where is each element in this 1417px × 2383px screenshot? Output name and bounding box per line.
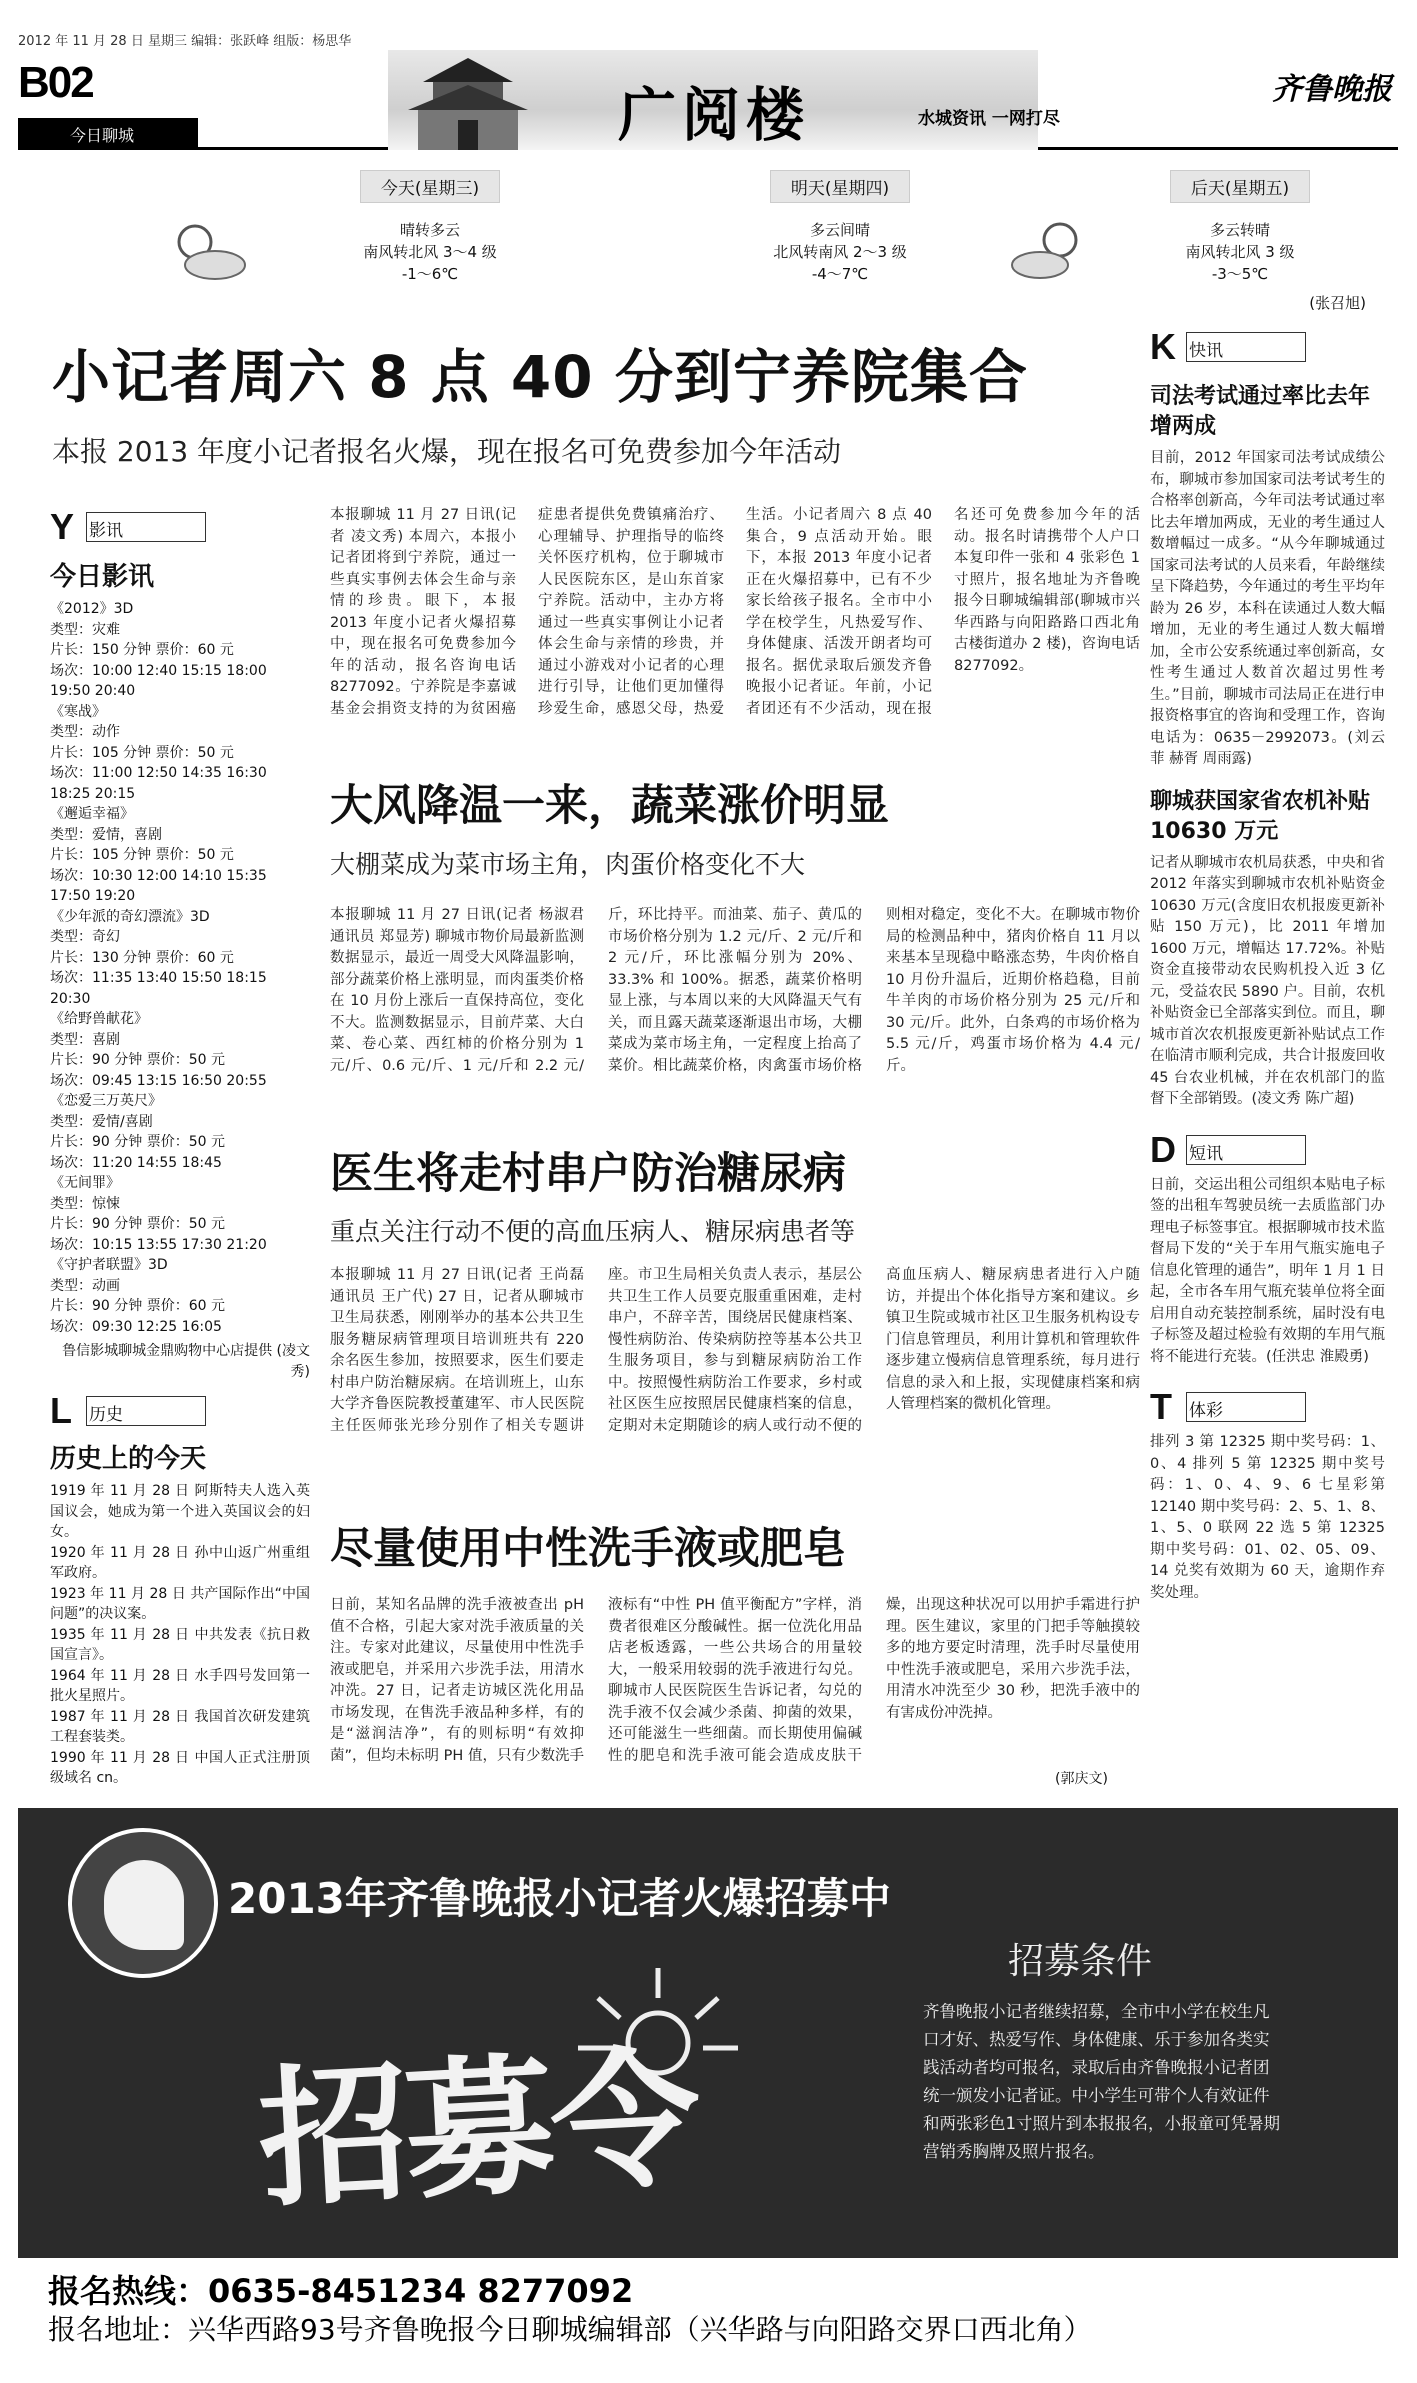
movie-line: 《恋爱三万英尺》 <box>50 1093 162 1109</box>
movie-line: 片长：90 分钟 票价：50 元 <box>50 1216 225 1232</box>
ad-title: 2013年齐鲁晚报小记者火爆招募中 <box>228 1874 891 1923</box>
history-entry: 1919 年 11 月 28 日 阿斯特夫人选入英国议会，她成为第一个进入英国议会的妇女。 <box>50 1483 310 1540</box>
story-doctor-body: 本报聊城 11 月 27 日讯(记者 王尚磊 通讯员 王广代) 27 日，记者从聊城市卫生局获悉，刚刚举办的基本公共卫生服务糖尿病管理项目培训班共有 220 余名医生参加，按照要求，医生们要走村串户防治糖尿病。在培训班上，山东大学齐鲁医院教授董建军、市人民医院主任医师张光珍分别作了相关专题讲座。市卫生局相关负责人表示，基层公共卫生工作人员要克服重重困难，走村串户，不辞辛苦，围绕居民健康档案、慢性病防治、传染病防控等基本公共卫生服务项目，参与到糖尿病防治工作中。按照慢性病防治工作要求，乡村或社区医生应按照居民健康档案的信息，定期对未定期随诊的病人或行动不便的高血压病人、糖尿病患者进行入户随访，并提出个体化指导方案和建议。乡镇卫生院或城市社区卫生服务机构设专门信息管理员，利用计算机和管理软件逐步建立慢病信息管理系统，每月进行信息的录入和上报，实现健康档案和病人管理档案的微机化管理。 <box>330 1267 1140 1434</box>
weather-day-label: 明天(星期四) <box>770 170 910 203</box>
story-doctor-subheadline: 重点关注行动不便的高血压病人、糖尿病患者等 <box>330 1217 856 1246</box>
weather-desc: 多云间晴 <box>809 221 870 239</box>
movie-line: 场次：11:20 14:55 18:45 <box>50 1154 222 1171</box>
ticai-body: 排列 3 第 12325 期中奖号码：1、0、4 排列 5 第 12325 期中奖号码：1、0、4、9、6 七星彩第 12140 期中奖号码：2、5、1、8、1、5、0 联网 22 选 5 第 12325 期中奖号码：01、02、05、09、14 兑奖有效期为 60 天，逾期作弃奖处理。 <box>1150 1434 1385 1601</box>
weather-credit: (张召旭) <box>1309 294 1366 312</box>
weather-tomorrow <box>710 170 970 285</box>
ad-address: 报名地址：兴华西路93号齐鲁晚报今日聊城编辑部（兴华路与向阳路交界口西北角） <box>48 2313 1092 2346</box>
bird-icon <box>104 1860 184 1950</box>
movie-line: 《无间罪》 <box>50 1175 120 1191</box>
story-soap-credit: (郭庆文) <box>1055 1771 1108 1787</box>
story-soap-headline: 尽量使用中性洗手液或肥皂 <box>330 1524 846 1574</box>
weather-wind: 南风转北风 3 级 <box>1185 243 1295 261</box>
movie-line: 场次：11:35 13:40 15:50 18:15 20:30 <box>50 970 267 1007</box>
movie-list <box>50 599 310 1337</box>
movie-line: 场次：09:30 12:25 16:05 <box>50 1318 222 1335</box>
movie-line: 片长：90 分钟 票价：60 元 <box>50 1298 225 1314</box>
sun-cloud-icon <box>160 210 250 290</box>
kuaixun-body-1: 目前，2012 年国家司法考试成绩公布，聊城市参加国家司法考试考生的合格率创新高，今年司法考试通过率比去年增加两成，无业的考生通过人数增幅过一成多。“从今年聊城通过国家司法考试的人员来看，年龄继续呈下降趋势，今年通过的考生平均年龄为 26 岁，本科在读通过人数大幅增加，无业的考生通过人数大幅增加，全市公安系统通过率创新高，女性考生通过人数首次超过男性考生。”目前，聊城市司法局正在进行申报资格事宜的咨询和受理工作，咨询电话为：0635－2992073。(刘云菲 赫胥 周雨露) <box>1150 450 1385 767</box>
story-wind-body: 本报聊城 11 月 27 日讯(记者 杨淑君 通讯员 郑显芳) 聊城市物价局最新监测数据显示，最近一周受大风降温影响，部分蔬菜价格上涨明显，而肉蛋类价格在 10 月份上涨后一直保持高位，变化不大。监测数据显示，目前芹菜、大白菜、卷心菜、西红柿的价格分别为 1 元/斤、0.6 元/斤、1 元/斤和 2.2 元/斤，环比持平。而油菜、茄子、黄瓜的市场价格分别为 1.2 元/斤、2 元/斤和 2 元/斤，环比涨幅分别为 20%、33.3% 和 100%。据悉，蔬菜价格明显上涨，与本周以来的大风降温天气有关，而且露天蔬菜逐渐退出市场，大棚菜成为菜市场主角，一定程度上抬高了菜价。相比蔬菜价格，肉禽蛋市场价格则相对稳定，变化不大。在聊城市物价局的检测品种中，猪肉价格自 11 月以来基本呈现稳中略涨态势，牛肉价格自 10 月份升温后，近期价格趋稳，目前牛羊肉的市场价格分别为 25 元/斤和 30 元/斤。此外，白条鸡的市场价格为 5.5 元/斤，鸡蛋市场价格为 4.4 元/斤。 <box>330 907 1140 1074</box>
lead-body: 本报聊城 11 月 27 日讯(记者 凌文秀) 本周六，本报小记者团将到宁养院，通过一些真实事例去体会生命与亲情的珍贵。眼下，本报 2013 年度小记者火爆招募中，现在报名可免费参加今年的活动，报名咨询电话 8277092。宁养院是李嘉诚基金会捐资支持的为贫困癌症患者提供免费镇痛治疗、心理辅导、护理指导的临终关怀医疗机构，位于聊城市人民医院东区，是山东首家宁养院。活动中，主办方将通过一些真实事例让小记者体会生命与亲情的珍贵，并通过小游戏对小记者的心理进行引导，让他们更加懂得珍爱生命，感恩父母，热爱生活。小记者周六 8 点 40 集合，9 点活动开始。眼下，本报 2013 年度小记者正在火爆招募中，已有不少家长给孩子报名。全市中小学在校学生，凡热爱写作、身体健康、活泼开朗者均可报名。据优录取后颁发齐鲁晚报小记者证。年前，小记者团还有不少活动，现在报名还可免费参加今年的活动。报名时请携带个人户口本复印件一张和 4 张彩色 1 寸照片，报名地址为齐鲁晚报今日聊城编辑部(聊城市兴华西路与向阳路路口西北角古楼街道办 2 楼)，咨询电话 8277092。 <box>330 507 1140 717</box>
section-tag: 影讯 <box>86 512 206 542</box>
movie-line: 场次：09:45 13:15 16:50 20:55 <box>50 1072 267 1089</box>
movie-line: 类型：奇幻 <box>50 929 120 945</box>
movie-line: 类型：惊悚 <box>50 1195 120 1212</box>
story-doctor-headline: 医生将走村串户防治糖尿病 <box>330 1149 846 1199</box>
movie-line: 场次：10:15 13:55 17:30 21:20 <box>50 1236 267 1253</box>
sun-cloud-icon <box>1010 210 1100 290</box>
lead-subheadline: 本报 2013 年度小记者报名火爆，现在报名可免费参加今年活动 <box>52 435 842 468</box>
weather-wind: 南风转北风 3～4 级 <box>363 243 497 261</box>
duanxun-body: 日前，交运出租公司组织本贴电子标签的出租车驾驶员统一去质监部门办理电子标签事宜。根据聊城市技术监督局下发的“关于车用气瓶实施电子信息化管理的通告”，明年 1 月 1 日起，全市各车用气瓶充装单位将全面启用自动充装控制系统，届时没有电子标签及超过检验有效期的车用气瓶将不能进行充装。(任洪忠 淮殿勇) <box>1150 1176 1385 1365</box>
movie-line: 类型：动画 <box>50 1277 120 1294</box>
weather-desc: 晴转多云 <box>399 221 460 239</box>
section-label-ticai <box>1150 1386 1350 1427</box>
movie-line: 片长：130 分钟 票价：60 元 <box>50 949 234 966</box>
movie-line: 类型：动作 <box>50 724 120 740</box>
weather-temp: -1～6℃ <box>401 265 459 283</box>
lead-headline: 小记者周六 8 点 40 分到宁养院集合 <box>52 343 1028 411</box>
movie-line: 《寒战》 <box>50 703 106 720</box>
weather-temp: -3～5℃ <box>1211 265 1269 283</box>
tower-illustration <box>378 50 558 150</box>
date-editor-line: 2012 年 11 月 28 日 星期三 编辑：张跃峰 组版：杨思华 <box>18 34 352 49</box>
ad-hotline: 报名热线：0635-8451234 8277092 <box>48 2272 634 2310</box>
history-entry: 1964 年 11 月 28 日 水手四号发回第一批火星照片。 <box>50 1667 310 1704</box>
section-title: 广阅楼 <box>618 81 811 149</box>
right-column <box>1150 326 1385 1604</box>
movie-line: 片长：105 分钟 票价：50 元 <box>50 847 234 863</box>
section-label-lishi <box>50 1390 250 1431</box>
left-column <box>50 506 310 1789</box>
movie-line: 片长：90 分钟 票价：50 元 <box>50 1134 225 1150</box>
ad-logo <box>68 1828 218 1978</box>
history-entry: 1987 年 11 月 28 日 我国首次研发建筑工程套装类。 <box>50 1708 310 1745</box>
history-list <box>50 1481 310 1789</box>
history-entry: 1935 年 11 月 28 日 中共发表《抗日救国宣言》。 <box>50 1626 310 1663</box>
ad-conditions-title: 招募条件 <box>1008 1941 1153 1982</box>
ad-brush-title: 招募令 <box>254 2029 702 2229</box>
movie-line: 类型：爱情/喜剧 <box>50 1113 153 1130</box>
weather-today <box>300 170 560 285</box>
recruitment-ad <box>18 1808 1398 2348</box>
movie-line: 《给野兽献花》 <box>50 1011 148 1027</box>
history-entry: 1920 年 11 月 28 日 孙中山返广州重组军政府。 <box>50 1544 310 1581</box>
lishi-title: 历史上的今天 <box>50 1444 207 1474</box>
section-label-yingxun <box>50 506 250 547</box>
movie-line: 片长：150 分钟 票价：60 元 <box>50 642 234 658</box>
movie-line: 类型：喜剧 <box>50 1031 120 1048</box>
story-wind-subheadline: 大棚菜成为菜市场主角，肉蛋价格变化不大 <box>330 850 806 879</box>
section-letter: Y <box>50 506 75 547</box>
weather-day-after <box>1110 170 1370 285</box>
column-name: 今日聊城 <box>70 126 135 145</box>
yingxun-title: 今日影讯 <box>50 562 155 592</box>
movie-line: 类型：爱情，喜剧 <box>50 826 162 843</box>
section-label-duanxun <box>1150 1128 1350 1170</box>
movie-line: 片长：90 分钟 票价：50 元 <box>50 1052 225 1068</box>
page-header <box>18 50 1398 150</box>
ad-contact-bar <box>18 2258 1398 2348</box>
section-letter: T <box>1150 1386 1172 1427</box>
movie-line: 片长：105 分钟 票价：50 元 <box>50 744 234 761</box>
section-slogan: 水城资讯 一网打尽 <box>918 109 1060 129</box>
column-bar <box>18 118 198 148</box>
movie-line: 场次：10:00 12:40 15:15 18:00 19:50 20:40 <box>50 662 267 699</box>
story-wind-headline: 大风降温一来，蔬菜涨价明显 <box>330 781 889 831</box>
history-entry: 1990 年 11 月 28 日 中国人正式注册顶级域名 cn。 <box>50 1749 310 1786</box>
section-tag: 体彩 <box>1186 1392 1306 1422</box>
weather-forecast <box>150 170 1380 330</box>
movie-line: 《少年派的奇幻漂流》3D <box>50 908 210 925</box>
movie-line: 类型：灾难 <box>50 621 120 638</box>
yingxun-credit: 鲁信影城聊城金鼎购物中心店提供 (凌文秀) <box>62 1343 310 1380</box>
section-letter: L <box>50 1390 72 1431</box>
movie-line: 《2012》3D <box>50 601 134 617</box>
weather-desc: 多云转晴 <box>1209 221 1270 239</box>
section-letter: K <box>1150 326 1176 367</box>
weather-temp: -4～7℃ <box>811 265 869 283</box>
kuaixun-headline-2: 聊城获国家省农机补贴 10630 万元 <box>1150 788 1371 844</box>
paper-logo: 齐鲁晚报 <box>1272 72 1392 107</box>
weather-day-label: 后天(星期五) <box>1170 170 1310 203</box>
section-label-kuaixun <box>1150 326 1350 367</box>
section-letter: D <box>1150 1128 1176 1170</box>
section-tag: 历史 <box>86 1396 206 1426</box>
movie-line: 场次：10:30 12:00 14:10 15:35 17:50 19:20 <box>50 867 267 904</box>
kuaixun-headline-1: 司法考试通过率比去年增两成 <box>1150 384 1371 439</box>
ad-conditions-text: 齐鲁晚报小记者继续招募，全市中小学在校生凡口才好、热爱写作、身体健康、乐于参加各类实践活动者均可报名，录取后由齐鲁晚报小记者团统一颁发小记者证。中小学生可带个人有效证件和两张彩色1寸照片到本报报名，小报童可凭暑期营销秀胸牌及照片报名。 <box>923 2002 1280 2161</box>
story-soap-body: 日前，某知名品牌的洗手液被查出 pH 值不合格，引起大家对洗手液质量的关注。专家对此建议，尽量使用中性洗手液或肥皂，并采用六步洗手法，用清水冲洗。27 日，记者走访城区洗化用品市场发现，在售洗手液品种多样，有的是“滋润洁净”，有的则标明“有效抑菌”，但均未标明 PH 值，只有少数洗手液标有“中性 PH 值平衡配方”字样，消费者很难区分酸碱性。据一位洗化用品店老板透露，一些公共场合的用量较大，一般采用较弱的洗手液进行勾兑。聊城市人民医院医生告诉记者，勾兑的洗手液不仅会减少杀菌、抑菌的效果，还可能滋生一些细菌。而长期使用偏碱性的肥皂和洗手液可能会造成皮肤干燥，出现这种状况可以用护手霜进行护理。医生建议，家里的门把手等触摸较多的地方要定时清理，洗手时尽量使用中性洗手液或肥皂，采用六步洗手法，用清水冲洗至少 30 秒，把洗手液中的有害成份冲洗掉。 <box>330 1597 1140 1764</box>
movie-line: 场次：11:00 12:50 14:35 16:30 18:25 20:15 <box>50 765 267 802</box>
section-tag: 短讯 <box>1186 1135 1306 1165</box>
kuaixun-body-2: 记者从聊城市农机局获悉，中央和省 2012 年落实到聊城市农机补贴资金 10630 万元(含度旧农机报废更新补贴 150 万元)，比 2011 年增加 1600 万元，增幅达 17.72%。补贴资金直接带动农民购机投入近 3 亿元，受益农民 5890 户。目前，农机补贴资金已全部落实到位。而且，聊城市首次农机报废更新补贴试点工作在临清市顺利完成，共合计报废回收 45 台农业机械，并在农机部门的监督下全部销毁。(凌文秀 陈广超) <box>1150 854 1385 1107</box>
page-code: B02 <box>18 58 118 106</box>
weather-wind: 北风转南风 2～3 级 <box>773 243 907 261</box>
movie-line: 《守护者联盟》3D <box>50 1257 168 1273</box>
section-tag: 快讯 <box>1186 332 1306 362</box>
weather-day-label: 今天(星期三) <box>360 170 500 203</box>
movie-line: 《邂逅幸福》 <box>50 806 134 822</box>
history-entry: 1923 年 11 月 28 日 共产国际作出“中国问题”的决议案。 <box>50 1585 310 1622</box>
